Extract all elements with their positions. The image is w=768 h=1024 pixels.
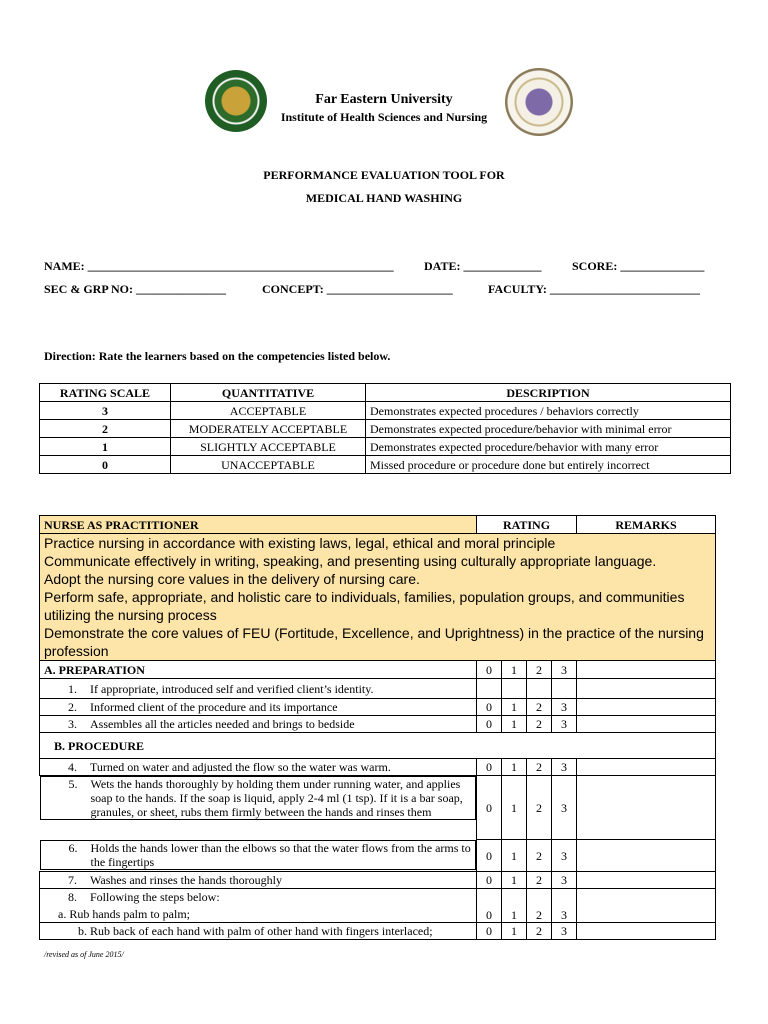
- item-number: 4.: [68, 760, 77, 774]
- rating-option[interactable]: 1: [502, 661, 527, 679]
- item-number: 6.: [68, 840, 78, 855]
- revision-note: /revised as of June 2015/: [44, 950, 124, 959]
- remarks-cell[interactable]: [577, 661, 716, 679]
- rating-option[interactable]: 0: [477, 923, 502, 940]
- section-b-title: B. PROCEDURE: [40, 733, 716, 759]
- checklist-row: [40, 872, 716, 889]
- rating-option[interactable]: 2: [527, 699, 552, 716]
- rating-option[interactable]: 0: [477, 759, 502, 776]
- faculty-field[interactable]: FACULTY: _________________________: [488, 282, 700, 296]
- rating-option[interactable]: 2: [527, 776, 552, 840]
- rating-option[interactable]: 3: [552, 776, 577, 840]
- remarks-cell[interactable]: [577, 889, 716, 923]
- checklist-item: [40, 840, 477, 870]
- checklist-item: [40, 759, 477, 776]
- rating-option[interactable]: 3: [552, 699, 577, 716]
- checklist-row: [40, 840, 716, 872]
- rating-scale-row: [40, 456, 731, 474]
- item-number: 7.: [68, 873, 77, 887]
- rating-option[interactable]: 3: [552, 889, 577, 923]
- outcome-item: Communicate effectively in writing, speaking, and presenting using culturally appropriate language.: [44, 553, 657, 569]
- checklist-item: [40, 679, 477, 699]
- rating-option[interactable]: 0: [477, 661, 502, 679]
- checklist-row: [40, 889, 716, 923]
- rating-option[interactable]: 3: [552, 872, 577, 889]
- rating-option[interactable]: 2: [527, 923, 552, 940]
- description-value: Missed procedure or procedure done but entirely incorrect: [366, 456, 731, 474]
- checklist-item: [40, 889, 477, 923]
- rating-option[interactable]: 3: [552, 759, 577, 776]
- remarks-header: REMARKS: [577, 516, 716, 534]
- item-number: 3.: [68, 717, 77, 731]
- item-number: 2.: [68, 700, 77, 714]
- remarks-cell[interactable]: [577, 699, 716, 716]
- rating-option[interactable]: 0: [477, 716, 502, 733]
- outcome-item: Adopt the nursing core values in the delivery of nursing care.: [44, 571, 420, 587]
- rating-cell[interactable]: [527, 679, 552, 699]
- remarks-cell[interactable]: [577, 776, 716, 840]
- checklist-row: [40, 776, 716, 840]
- scale-value: 0: [40, 456, 171, 474]
- institute-name: Institute of Health Sciences and Nursing: [280, 110, 488, 124]
- quantitative-value: MODERATELY ACCEPTABLE: [171, 420, 366, 438]
- rating-option[interactable]: 1: [502, 716, 527, 733]
- col-header-description: DESCRIPTION: [366, 384, 731, 402]
- concept-field[interactable]: CONCEPT: _____________________: [262, 282, 453, 296]
- item-text: Informed client of the procedure and its importance: [90, 700, 338, 714]
- date-field[interactable]: DATE: _____________: [424, 259, 542, 273]
- rating-option[interactable]: 1: [502, 889, 527, 923]
- outcome-item: Perform safe, appropriate, and holistic care to individuals, families, population groups, and communities utilizing the nursing process: [44, 589, 685, 623]
- scale-value: 3: [40, 402, 171, 420]
- rating-option[interactable]: 3: [552, 716, 577, 733]
- rating-option[interactable]: 2: [527, 872, 552, 889]
- checklist-item: [40, 699, 477, 716]
- rating-option[interactable]: 3: [552, 923, 577, 940]
- remarks-cell[interactable]: [577, 872, 716, 889]
- outcome-item: Demonstrate the core values of FEU (Fortitude, Excellence, and Uprightness) in the practice of the nursing profession: [44, 625, 704, 659]
- remarks-cell[interactable]: [577, 923, 716, 940]
- rating-option[interactable]: 1: [502, 872, 527, 889]
- quantitative-value: ACCEPTABLE: [171, 402, 366, 420]
- item-text: If appropriate, introduced self and verified client’s identity.: [90, 681, 374, 696]
- sub-item-text: a. Rub hands palm to palm;: [58, 907, 190, 921]
- section-a-title: A. PREPARATION: [40, 661, 477, 679]
- rating-scale-row: [40, 402, 731, 420]
- checklist-row: [40, 716, 716, 733]
- checklist-row: [40, 679, 716, 699]
- rating-scale-table: [39, 383, 731, 474]
- document-title-line1: PERFORMANCE EVALUATION TOOL FOR: [263, 168, 505, 182]
- quantitative-value: SLIGHTLY ACCEPTABLE: [171, 438, 366, 456]
- role-header: NURSE AS PRACTITIONER: [40, 516, 477, 534]
- checklist-item: [40, 776, 477, 820]
- document-title-line2: MEDICAL HAND WASHING: [305, 191, 463, 205]
- item-text: Holds the hands lower than the elbows so that the water flows from the arms to the fingertips: [90, 840, 471, 869]
- rating-option[interactable]: 1: [502, 699, 527, 716]
- remarks-cell[interactable]: [577, 759, 716, 776]
- rating-option[interactable]: 2: [527, 840, 552, 872]
- rating-option[interactable]: 1: [502, 923, 527, 940]
- item-text: Wets the hands thoroughly by holding them under running water, and applies soap to the hands. If the soap is liquid, apply 2-4 ml (1 tsp). If it is a bar soap, granules, or sheet, rubs them firmly between the hands and rinses them: [90, 777, 463, 819]
- rating-option[interactable]: 0: [477, 872, 502, 889]
- rating-option[interactable]: 0: [477, 840, 502, 872]
- rating-option[interactable]: 3: [552, 661, 577, 679]
- checklist-row: [40, 759, 716, 776]
- rating-option[interactable]: 2: [527, 889, 552, 923]
- item-text: Turned on water and adjusted the flow so the water was warm.: [90, 760, 391, 774]
- rating-cell[interactable]: [477, 679, 502, 699]
- outcome-item: Practice nursing in accordance with existing laws, legal, ethical and moral principle: [44, 535, 556, 551]
- description-value: Demonstrates expected procedure/behavior with many error: [366, 438, 731, 456]
- item-number: 5.: [68, 777, 78, 791]
- remarks-cell[interactable]: [577, 679, 716, 699]
- item-number: 1.: [68, 681, 77, 696]
- rating-option[interactable]: 2: [527, 716, 552, 733]
- description-value: Demonstrates expected procedures / behaviors correctly: [366, 402, 731, 420]
- checklist-row: [40, 699, 716, 716]
- rating-cell[interactable]: [552, 679, 577, 699]
- rating-option[interactable]: 2: [527, 759, 552, 776]
- sec-grp-field[interactable]: SEC & GRP NO: _______________: [44, 282, 227, 296]
- checklist-item: [40, 716, 477, 733]
- score-field[interactable]: SCORE: ______________: [572, 259, 705, 273]
- scale-value: 1: [40, 438, 171, 456]
- rating-scale-row: [40, 438, 731, 456]
- rating-option[interactable]: 1: [502, 759, 527, 776]
- evaluation-table: [39, 515, 716, 940]
- rating-option[interactable]: 1: [502, 840, 527, 872]
- col-header-quantitative: QUANTITATIVE: [171, 384, 366, 402]
- rating-option[interactable]: 0: [477, 889, 502, 923]
- rating-cell[interactable]: [502, 679, 527, 699]
- col-header-rating-scale: RATING SCALE: [40, 384, 171, 402]
- rating-option[interactable]: 3: [552, 840, 577, 872]
- item-text: Washes and rinses the hands thoroughly: [90, 873, 282, 887]
- rating-option[interactable]: 1: [502, 776, 527, 840]
- checklist-item: [40, 872, 477, 889]
- remarks-cell[interactable]: [577, 840, 716, 872]
- evaluation-header-row: [40, 516, 716, 534]
- university-name: Far Eastern University: [315, 92, 453, 107]
- outcomes-row: [40, 534, 716, 661]
- rating-header: RATING: [477, 516, 577, 534]
- learning-outcomes: [40, 534, 716, 661]
- sub-item-text: b. Rub back of each hand with palm of other hand with fingers interlaced;: [40, 923, 477, 940]
- checklist-row: [40, 923, 716, 940]
- description-value: Demonstrates expected procedure/behavior with minimal error: [366, 420, 731, 438]
- rating-scale-header-row: [40, 384, 731, 402]
- rating-option[interactable]: 0: [477, 699, 502, 716]
- direction-text: Direction: Rate the learners based on the competencies listed below.: [44, 349, 391, 363]
- item-number: 8.: [68, 890, 77, 904]
- name-field[interactable]: NAME: ___________________________________________________: [44, 259, 394, 273]
- section-row: [40, 661, 716, 679]
- item-text: Following the steps below:: [90, 890, 220, 904]
- rating-scale-row: [40, 420, 731, 438]
- rating-option[interactable]: 2: [527, 661, 552, 679]
- scale-value: 2: [40, 420, 171, 438]
- remarks-cell[interactable]: [577, 716, 716, 733]
- quantitative-value: UNACCEPTABLE: [171, 456, 366, 474]
- rating-option[interactable]: 0: [477, 776, 502, 840]
- item-text: Assembles all the articles needed and brings to bedside: [90, 717, 355, 731]
- section-row: [40, 733, 716, 759]
